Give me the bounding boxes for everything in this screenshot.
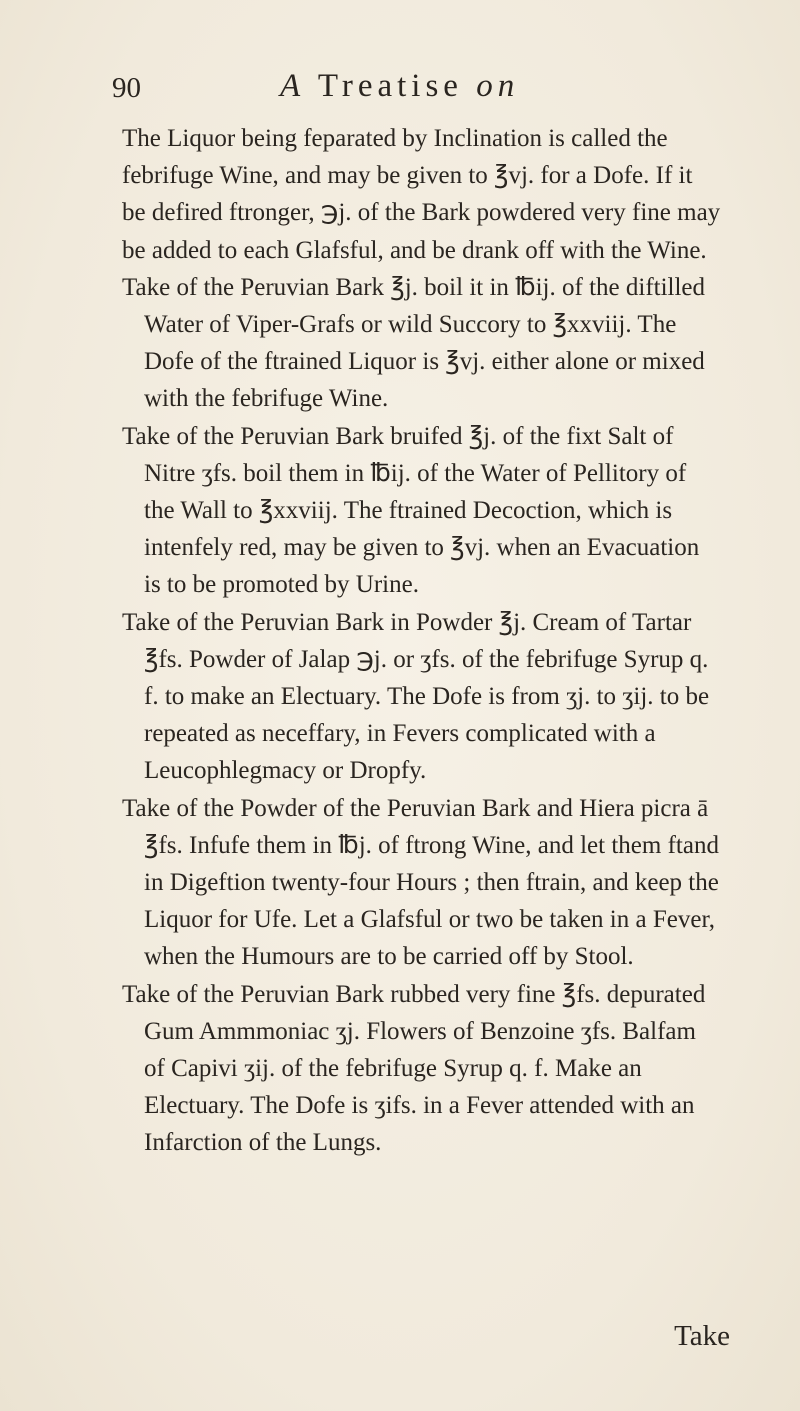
running-head-title: Treatise bbox=[317, 68, 463, 104]
running-head bbox=[280, 68, 519, 105]
paragraph-5: Take of the Powder of the Peruvian Bark and Hiera picra ā ℥fs. Infufe them in ℔j. of ftrong Wine, and let them ftand in Digeftion twenty-four Hours ; then ftrain, and keep the Liquor for Ufe. Let a Glafsful or two be taken in a Fever, when the Humours are to be carried off by Stool. bbox=[122, 794, 719, 971]
paragraph-3: Take of the Peruvian Bark bruifed ℥j. of the fixt Salt of Nitre ʒfs. boil them in ℔ij. of the Water of Pellitory of the Wall to ℥xxviij. The ftrained Decoction, which is intenfely red, may be given to ℥vj. when an Evacuation is to be promoted by Urine. bbox=[122, 422, 700, 599]
page-header bbox=[112, 68, 690, 108]
running-head-article: A bbox=[280, 68, 306, 104]
paragraph-2: Take of the Peruvian Bark ℥j. boil it in ℔ij. of the diftilled Water of Viper-Grafs or wild Succory to ℥xxviij. The Dofe of the ftrained Liquor is ℥vj. either alone or mixed with the febrifuge Wine. bbox=[122, 273, 706, 413]
paragraph-6: Take of the Peruvian Bark rubbed very fine ℥fs. depurated Gum Ammmoniac ʒj. Flowers of Benzoine ʒfs. Balfam of Capivi ʒij. of the febrifuge Syrup q. f. Make an Electuary. The Dofe is ʒifs. in a Fever attended with an Infarction of the Lungs. bbox=[122, 980, 706, 1157]
paragraph-4: Take of the Peruvian Bark in Powder ℥j. Cream of Tartar ℥fs. Powder of Jalap ℈j. or ʒfs. of the febrifuge Syrup q. f. to make an Electuary. The Dofe is from ʒj. to ʒij. to be repeated as neceffary, in Fevers complicated with a Leucophlegmacy or Dropfy. bbox=[122, 608, 710, 785]
paragraph-1: The Liquor being feparated by Inclination is called the febrifuge Wine, and may be given to ℥vj. for a Dofe. If it be defired ftronger, ℈j. of the Bark powdered very fine may be added to each Glafsful, and be drank off with the Wine. bbox=[122, 125, 721, 264]
running-head-on: on bbox=[476, 68, 520, 104]
page-number: 90 bbox=[112, 72, 141, 104]
catchword: Take bbox=[674, 1320, 730, 1352]
body-text bbox=[122, 120, 722, 1162]
